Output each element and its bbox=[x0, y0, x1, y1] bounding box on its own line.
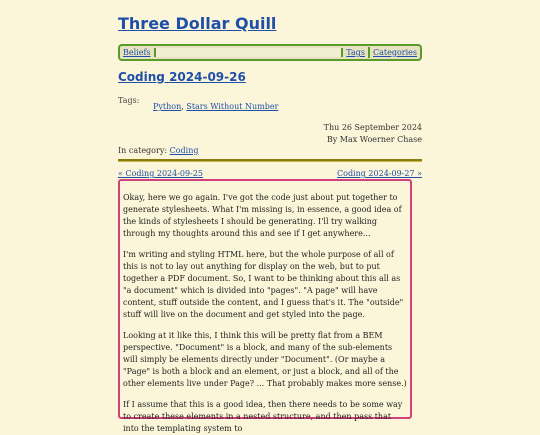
post-content bbox=[118, 179, 412, 433]
site-title-link[interactable]: Three Dollar Quill bbox=[118, 14, 277, 33]
content-paragraph: Looking at it like this, I think this will be pretty flat from a BEM perspective. "Document" is a block, and many of the sub-elements will simply be elements directly under "Document". (Or maybe a "Page" is both a block and an element, or just a block, and all of the other elements live under Page? ... That probably makes more sense.) bbox=[123, 331, 407, 388]
content-paragraph: Okay, here we go again. I've got the code just about put together to generate stylesheets. What I'm missing is, in essence, a good idea of the kinds of stylesheets I should be generating. I'll try walking through my thoughts around this and see if I get anywhere... bbox=[123, 193, 402, 238]
tag-link-python[interactable]: Python bbox=[153, 102, 182, 111]
post-author: By Max Woerner Chase bbox=[326, 135, 422, 144]
prev-post-link[interactable]: « Coding 2024-09-25 bbox=[118, 169, 203, 178]
tag-link-stars-without-number[interactable]: Stars Without Number bbox=[186, 102, 279, 111]
post-title-link[interactable]: Coding 2024-09-26 bbox=[118, 70, 246, 84]
header-divider bbox=[118, 159, 422, 162]
post-date: Thu 26 September 2024 bbox=[323, 123, 422, 132]
nav-categories-link[interactable]: Categories bbox=[373, 48, 417, 57]
nav-spacer bbox=[154, 48, 344, 57]
post-category bbox=[118, 145, 198, 156]
nav-beliefs-link[interactable]: Beliefs bbox=[123, 48, 151, 57]
content-paragraph: I'm writing and styling HTML here, but the whole purpose of all of this is not to lay out anything for display on the web, but to put together a PDF document. So, I want to be thinking about this all as "a document" which is divided into "pages". "A page" will have content, stuff outside the content, and I guess that's it. The "outside" stuff will live on the document and get styled into the page. bbox=[123, 250, 404, 319]
category-link[interactable]: Coding bbox=[169, 146, 199, 155]
tags-label: Tags: bbox=[118, 96, 140, 105]
tag-separator: , bbox=[181, 102, 187, 111]
nav-tags-link[interactable]: Tags bbox=[346, 48, 365, 57]
next-post-link[interactable]: Coding 2024-09-27 » bbox=[337, 169, 422, 178]
tags-list bbox=[153, 101, 278, 112]
nav-bar bbox=[118, 44, 422, 61]
category-label: In category: bbox=[118, 146, 168, 155]
content-paragraph: If I assume that this is a good idea, then there needs to be some way to create these elements in a nested structure, and then pass that into the templating system to bbox=[123, 400, 403, 433]
